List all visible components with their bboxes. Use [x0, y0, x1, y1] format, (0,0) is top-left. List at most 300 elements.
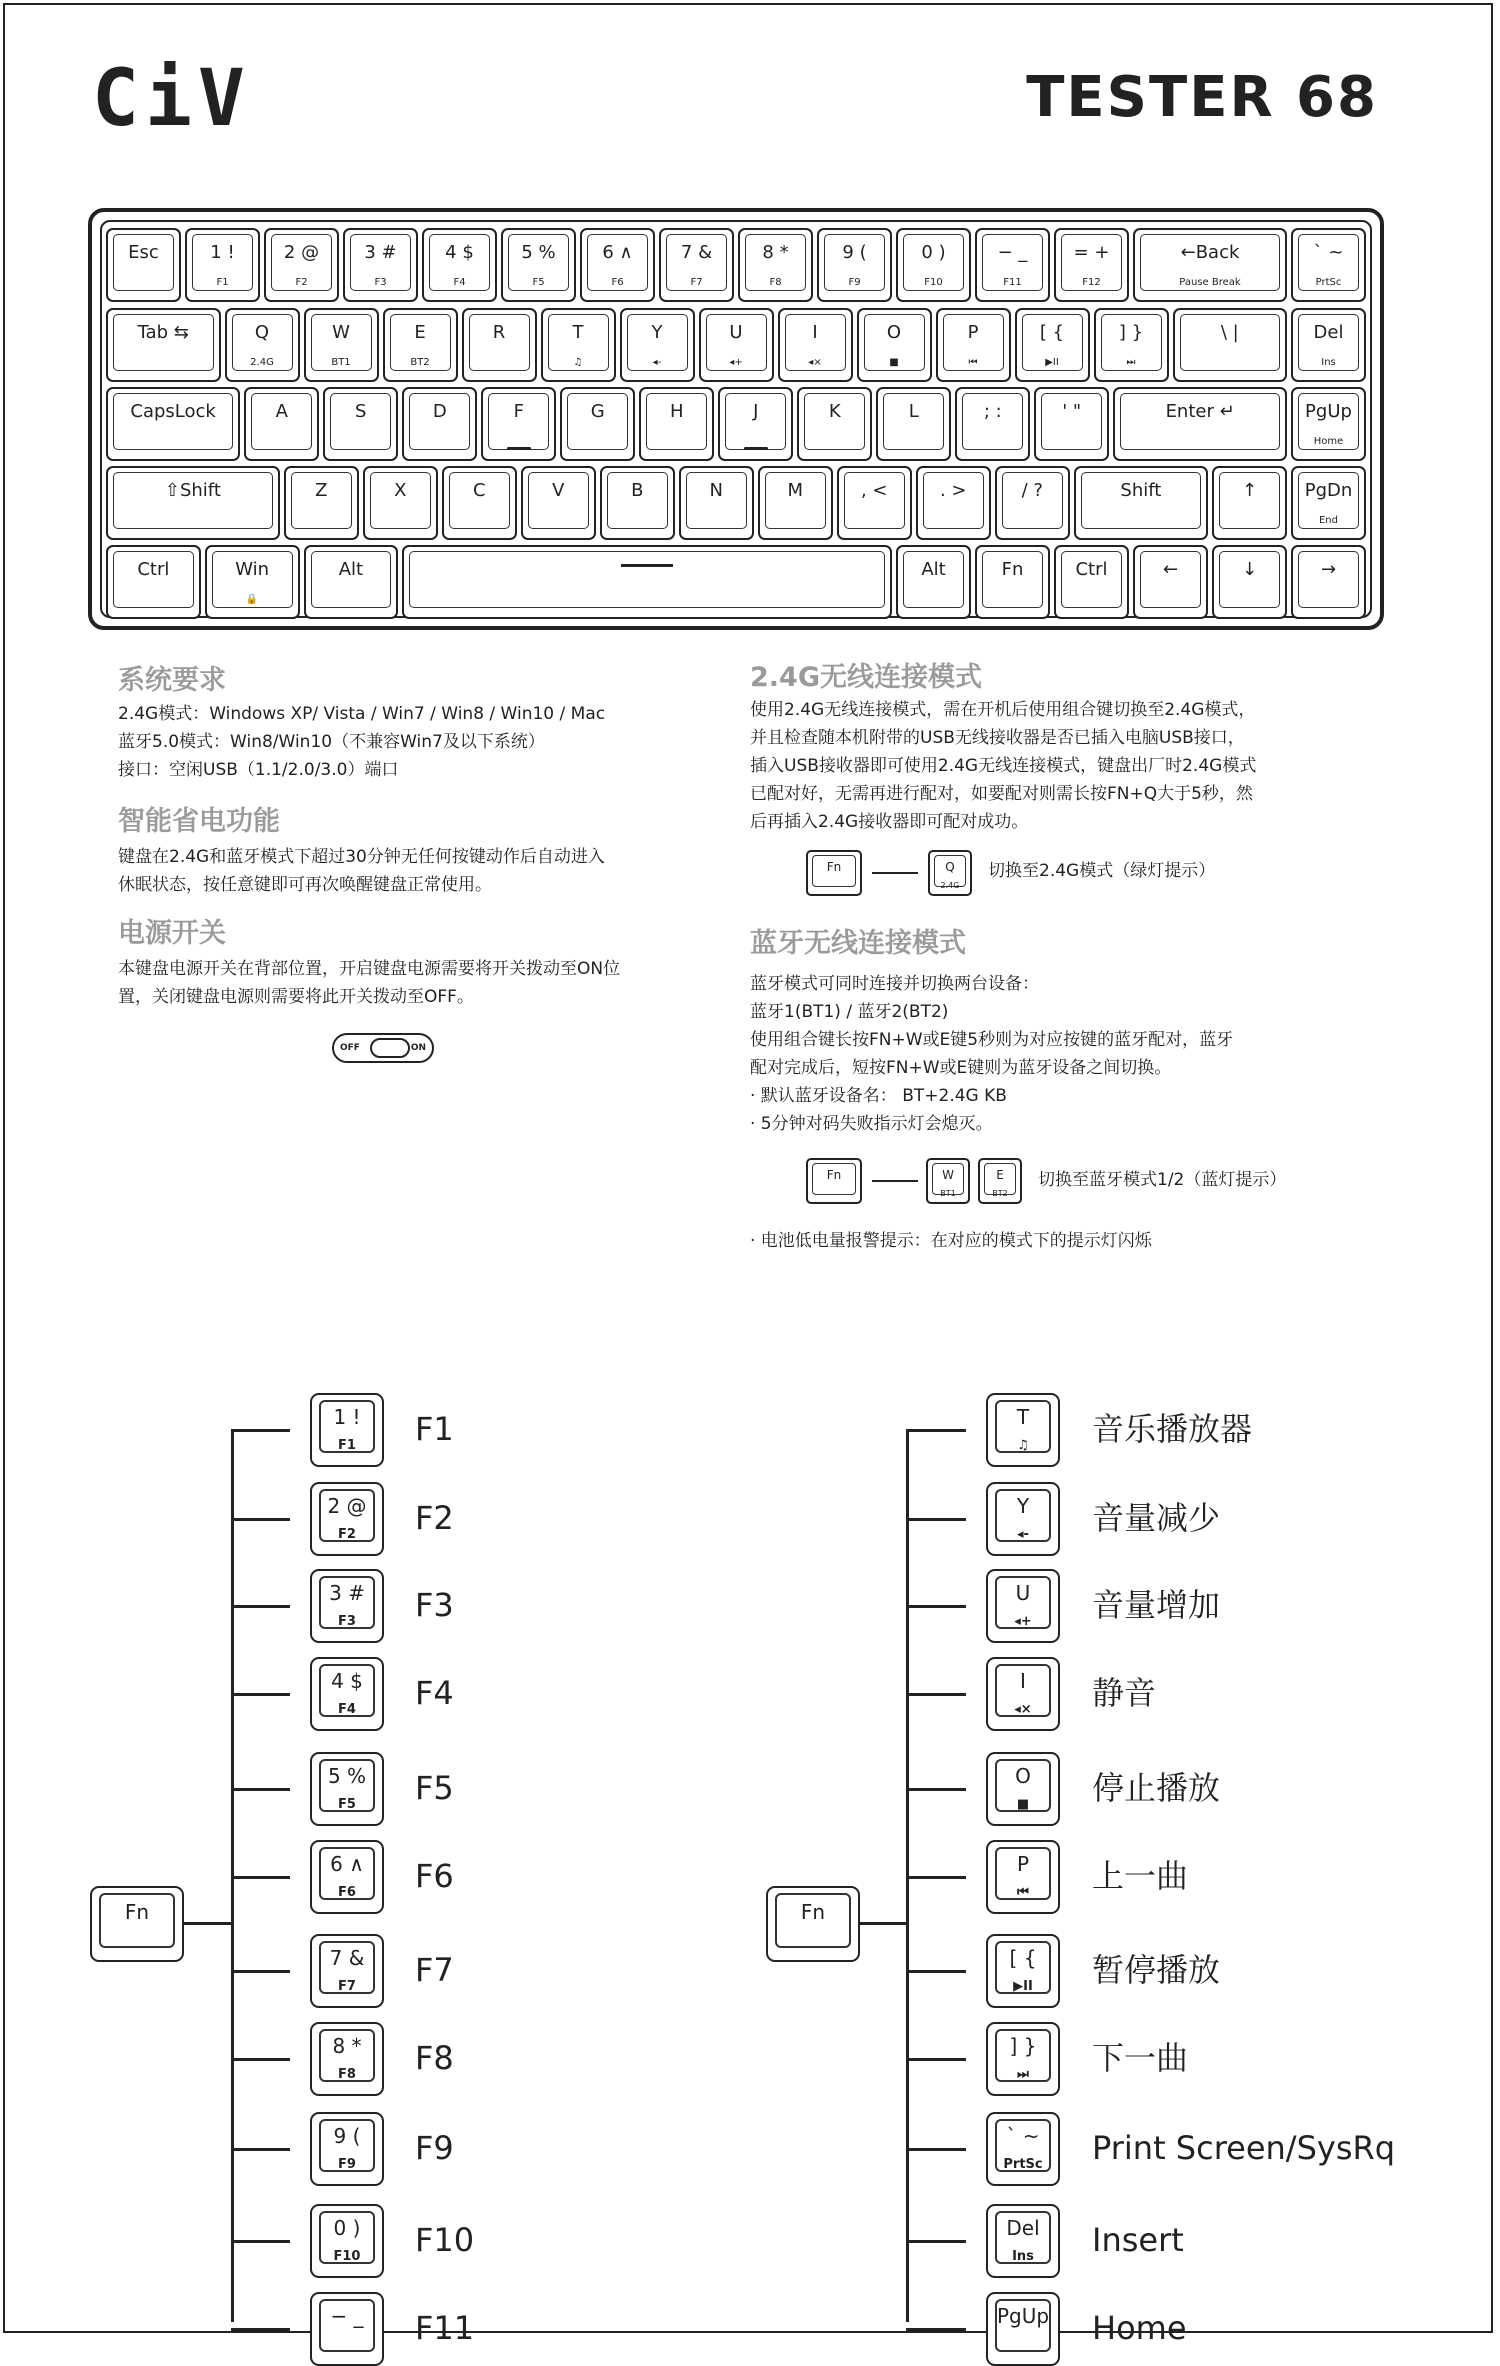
text-line: 并且检查随本机附带的USB无线接收器是否已插入电脑USB接口，	[750, 728, 1245, 748]
key-label: U	[729, 322, 743, 343]
power-save-text	[118, 843, 605, 899]
key-label: ` ~	[1006, 2124, 1040, 2148]
diagram-key	[986, 1482, 1060, 1556]
key-sublabel: ⏮	[968, 357, 978, 368]
key-sublabel: ⏭	[1126, 357, 1136, 368]
key-sublabel: F4	[338, 1702, 356, 1717]
key-label: 3 #	[364, 242, 397, 263]
key-sublabel: BT1	[331, 357, 351, 368]
keyboard-key	[758, 466, 833, 540]
keyboard-key	[1212, 545, 1287, 619]
keyboard-key	[1074, 466, 1208, 540]
function-label: 静音	[1092, 1674, 1157, 1712]
branch-line	[231, 2240, 290, 2243]
key-label: 9 (	[842, 242, 867, 263]
combo-dash	[872, 872, 918, 874]
keyboard-key	[1291, 545, 1366, 619]
keyboard-key	[560, 387, 635, 461]
key-label: 5 %	[327, 1764, 367, 1788]
key-sublabel: F7	[338, 1979, 356, 1994]
function-label: F11	[415, 2309, 475, 2347]
function-label: F1	[415, 1410, 454, 1448]
diagram-key	[986, 2112, 1060, 2186]
keyboard-key	[1054, 228, 1129, 302]
diagram-key	[310, 1840, 384, 1914]
key-label: K	[828, 401, 841, 422]
keyboard-key	[106, 466, 280, 540]
e-key-icon: E BT2	[978, 1158, 1022, 1204]
keyboard-key	[1173, 308, 1288, 382]
key-label: 6 ∧	[330, 1852, 364, 1876]
branch-line	[231, 1429, 290, 1432]
homing-bump	[744, 447, 768, 450]
key-label: ←Back	[1180, 242, 1240, 263]
keyboard-key	[304, 545, 399, 619]
system-requirements-title: 系统要求	[118, 665, 226, 696]
keyboard-key	[797, 387, 872, 461]
keyboard-key	[738, 228, 813, 302]
keyboard-key	[106, 545, 201, 619]
keyboard-key	[1291, 228, 1366, 302]
keyboard-key	[718, 387, 793, 461]
branch-line	[906, 2058, 966, 2061]
key-sublabel: F12	[1082, 277, 1101, 288]
branch-line	[231, 1693, 290, 1696]
key-label: J	[753, 401, 759, 422]
key-sublabel: F11	[1003, 277, 1022, 288]
bluetooth-combo-text: 切换至蓝牙模式1/2（蓝灯提示）	[1038, 1170, 1287, 1190]
branch-line	[906, 1788, 966, 1791]
key-label: M	[787, 480, 804, 501]
keyboard-key	[975, 228, 1050, 302]
text-line: 休眠状态，按任意键即可再次唤醒键盘正常使用。	[118, 875, 492, 895]
text-line: 接口：空闲USB（1.1/2.0/3.0）端口	[118, 760, 399, 780]
key-label: PgUp	[996, 2304, 1050, 2328]
key-sublabel: ◂×	[1014, 1702, 1032, 1717]
branch-line	[231, 2058, 290, 2061]
key-label: F	[513, 401, 524, 422]
diagram-key	[310, 2292, 384, 2366]
connector-line	[184, 1922, 231, 1925]
key-label: C	[472, 480, 486, 501]
text-line: 键盘在2.4G和蓝牙模式下超过30分钟无任何按键动作后自动进入	[118, 847, 605, 867]
keyboard-key	[837, 466, 912, 540]
key-sublabel: ♫	[573, 357, 583, 368]
diagram-key	[986, 2204, 1060, 2278]
branch-line	[231, 1876, 290, 1879]
keyboard-key	[442, 466, 517, 540]
text-line: 蓝牙模式可同时连接并切换两台设备：	[750, 974, 1039, 994]
key-sublabel: ◂-	[652, 357, 662, 368]
keyboard-key	[1291, 466, 1366, 540]
key-label: [ {	[1039, 322, 1065, 343]
homing-bump	[507, 447, 531, 450]
branch-line	[906, 1429, 966, 1432]
fn-key-icon: Fn	[806, 1158, 862, 1204]
branch-line	[231, 1518, 290, 1521]
key-sublabel: ◂+	[1014, 1614, 1032, 1629]
branch-line	[906, 2328, 966, 2331]
key-label: I	[1020, 1669, 1026, 1693]
function-label: 上一曲	[1092, 1857, 1189, 1895]
key-sublabel: End	[1318, 515, 1338, 526]
key-label: , <	[860, 480, 888, 501]
text-line: 本键盘电源开关在背部位置，开启键盘电源需要将开关拨动至ON位	[118, 959, 621, 979]
keyboard-key	[1113, 387, 1287, 461]
function-label: 停止播放	[1092, 1769, 1221, 1807]
fn-key	[90, 1886, 184, 1962]
keyboard-key	[383, 308, 458, 382]
key-sublabel: F5	[338, 1797, 356, 1812]
text-line: 使用组合键长按FN+W或E键5秒则为对应按键的蓝牙配对，蓝牙	[750, 1030, 1234, 1050]
key-label: ' "	[1062, 401, 1082, 422]
keyboard-layout	[88, 208, 1384, 630]
key-label: ` ~	[1313, 242, 1344, 263]
key-label: ←	[1162, 559, 1179, 580]
keyboard-key	[106, 387, 240, 461]
toggle-on-label: ON	[410, 1043, 426, 1053]
key-label: R	[492, 322, 506, 343]
key-sublabel: Ins	[1012, 2249, 1034, 2264]
key-sublabel: F9	[848, 277, 861, 288]
text-line: 插入USB接收器即可使用2.4G无线连接模式，键盘出厂时2.4G模式	[750, 756, 1257, 776]
diagram-key	[986, 2292, 1060, 2366]
function-label: 下一曲	[1092, 2039, 1189, 2077]
diagram-key	[986, 1934, 1060, 2008]
key-label: ; :	[983, 401, 1002, 422]
system-requirements-text	[118, 700, 605, 784]
key-sublabel: ⏮	[1017, 1885, 1029, 1900]
branch-line	[231, 2148, 290, 2151]
key-sublabel: F2	[338, 1527, 356, 1542]
text-line: · 5分钟对码失败指示灯会熄灭。	[750, 1114, 993, 1134]
diagram-key	[310, 2112, 384, 2186]
q-key-icon: Q 2.4G	[928, 850, 972, 896]
keyboard-key	[304, 308, 379, 382]
w-key-icon: W BT1	[926, 1158, 970, 1204]
key-sublabel: F3	[374, 277, 387, 288]
diagram-key	[310, 1752, 384, 1826]
key-label: Alt	[921, 559, 946, 580]
keyboard-key	[481, 387, 556, 461]
key-label: S	[355, 401, 367, 422]
diagram-key	[986, 1657, 1060, 1731]
diagram-key	[310, 2204, 384, 2278]
diagram-key	[310, 1569, 384, 1643]
function-label: F5	[415, 1769, 454, 1807]
key-sublabel: F5	[532, 277, 545, 288]
diagram-key	[986, 1752, 1060, 1826]
key-sublabel: F3	[338, 1614, 356, 1629]
key-sublabel: ◂×	[808, 357, 822, 368]
keyboard-key	[323, 387, 398, 461]
keyboard-key	[363, 466, 438, 540]
key-sublabel: F6	[338, 1885, 356, 1900]
spacebar-mark	[621, 564, 673, 567]
branch-line	[906, 2148, 966, 2151]
text-line: 置，关闭键盘电源则需要将此开关拨动至OFF。	[118, 987, 474, 1007]
key-sublabel: Home	[1313, 436, 1344, 447]
keyboard-key	[975, 545, 1050, 619]
key-sublabel: ◂+	[729, 357, 743, 368]
branch-line	[231, 1605, 290, 1608]
key-label: L	[908, 401, 919, 422]
text-line: 配对完成后，短按FN+W或E键则为蓝牙设备之间切换。	[750, 1058, 1172, 1078]
key-label: 8 *	[762, 242, 789, 263]
key-sublabel: F8	[338, 2067, 356, 2082]
keyboard-key	[1133, 228, 1287, 302]
key-label: A	[275, 401, 288, 422]
power-save-title: 智能省电功能	[118, 806, 280, 837]
function-label: F3	[415, 1586, 454, 1624]
key-label: ⇧Shift	[164, 480, 221, 501]
keyboard-key	[205, 545, 300, 619]
function-label: 音量增加	[1092, 1586, 1221, 1624]
key-label: 8 *	[332, 2034, 362, 2058]
keyboard-key	[1133, 545, 1208, 619]
keyboard-key	[916, 466, 991, 540]
spacebar-key	[402, 545, 892, 619]
keyboard-key	[541, 308, 616, 382]
key-label: →	[1320, 559, 1337, 580]
key-label: Fn	[800, 1900, 826, 1924]
key-sublabel: Ins	[1321, 357, 1336, 368]
branch-line	[906, 1693, 966, 1696]
brand-logo: CiV	[92, 54, 251, 144]
keyboard-key	[1034, 387, 1109, 461]
keyboard-key	[955, 387, 1030, 461]
keyboard-key	[936, 308, 1011, 382]
key-label: 0 )	[921, 242, 946, 263]
bluetooth-mode-title: 蓝牙无线连接模式	[750, 928, 966, 959]
key-sublabel: ♫	[1017, 1438, 1029, 1453]
key-label: 1 !	[210, 242, 235, 263]
key-sublabel: PrtSc	[1315, 277, 1342, 288]
text-line: · 默认蓝牙设备名： BT+2.4G KB	[750, 1086, 1007, 1106]
power-switch-text	[118, 955, 620, 1011]
keyboard-key	[1054, 545, 1129, 619]
keyboard-key	[1212, 466, 1287, 540]
key-label: Win	[235, 559, 270, 580]
key-label: [ {	[1009, 1946, 1037, 1970]
key-sublabel: F10	[924, 277, 943, 288]
key-label: W	[332, 322, 350, 343]
function-label: 暂停播放	[1092, 1951, 1221, 1989]
keyboard-key	[501, 228, 576, 302]
key-label: ] }	[1009, 2034, 1037, 2058]
fn-key-icon: Fn	[806, 850, 862, 896]
keyboard-key	[462, 308, 537, 382]
key-label: Del	[1006, 2216, 1040, 2240]
toggle-knob	[370, 1038, 410, 1058]
model-title: TESTER 68	[1026, 65, 1378, 130]
function-label: Home	[1092, 2309, 1187, 2347]
key-sublabel: F1	[338, 1438, 356, 1453]
key-sublabel: F4	[453, 277, 466, 288]
function-label: F6	[415, 1857, 454, 1895]
branch-line	[231, 1970, 290, 1973]
diagram-key	[986, 1393, 1060, 1467]
key-sublabel: BT2	[410, 357, 430, 368]
key-label: I	[812, 322, 818, 343]
key-label: 3 #	[329, 1581, 365, 1605]
key-label: P	[1016, 1852, 1030, 1876]
keyboard-key	[1291, 387, 1366, 461]
key-label: CapsLock	[130, 401, 216, 422]
keyboard-key	[699, 308, 774, 382]
branch-line	[906, 1876, 966, 1879]
key-label: ↑	[1241, 480, 1258, 501]
key-label: D	[432, 401, 447, 422]
keyboard-key	[896, 228, 971, 302]
diagram-key	[310, 2022, 384, 2096]
function-label: Insert	[1092, 2221, 1184, 2259]
branch-line	[231, 2328, 290, 2331]
key-sublabel: PrtSc	[1003, 2157, 1043, 2172]
function-label: F9	[415, 2129, 454, 2167]
branch-line	[906, 1518, 966, 1521]
keyboard-key	[600, 466, 675, 540]
key-label: 4 $	[331, 1669, 363, 1693]
diagram-key	[310, 1934, 384, 2008]
key-label: T	[572, 322, 584, 343]
keyboard-key	[659, 228, 734, 302]
key-label: 5 %	[521, 242, 556, 263]
key-label: . >	[939, 480, 967, 501]
power-switch-title: 电源开关	[118, 918, 226, 949]
key-label: Tab ⇆	[137, 322, 189, 343]
key-label: ↓	[1241, 559, 1258, 580]
key-label: E	[414, 322, 426, 343]
keyboard-key	[580, 228, 655, 302]
key-label: T	[1016, 1405, 1030, 1429]
key-label: Esc	[128, 242, 159, 263]
key-label: 2 @	[283, 242, 320, 263]
key-sublabel: F7	[690, 277, 703, 288]
key-label: Ctrl	[137, 559, 170, 580]
keyboard-key	[422, 228, 497, 302]
key-label: G	[590, 401, 605, 422]
keyboard-key	[185, 228, 260, 302]
function-label: 音乐播放器	[1092, 1410, 1253, 1448]
keyboard-key	[1015, 308, 1090, 382]
key-label: O	[886, 322, 902, 343]
key-label: Shift	[1120, 480, 1162, 501]
keyboard-key	[857, 308, 932, 382]
diagram-key	[986, 1840, 1060, 1914]
key-label: X	[394, 480, 407, 501]
key-sublabel: ◂-	[1017, 1527, 1029, 1542]
key-label: U	[1015, 1581, 1031, 1605]
key-sublabel: F1	[216, 277, 229, 288]
function-label: F10	[415, 2221, 475, 2259]
key-sublabel: F10	[333, 2249, 361, 2264]
keyboard-key	[679, 466, 754, 540]
text-line: 使用2.4G无线连接模式，需在开机后使用组合键切换至2.4G模式，	[750, 700, 1256, 720]
keyboard-key	[1094, 308, 1169, 382]
keyboard-key	[402, 387, 477, 461]
key-label: H	[669, 401, 684, 422]
function-label: Print Screen/SysRq	[1092, 2129, 1396, 2167]
keyboard-key	[1291, 308, 1366, 382]
function-label: 音量减少	[1092, 1499, 1221, 1537]
key-label: / ?	[1021, 480, 1043, 501]
key-label: Del	[1313, 322, 1344, 343]
key-label: 0 )	[333, 2216, 361, 2240]
keyboard-key	[521, 466, 596, 540]
key-sublabel: ▶II	[1045, 357, 1059, 368]
wireless-combo-text: 切换至2.4G模式（绿灯提示）	[988, 861, 1216, 881]
key-label: Enter ↵	[1165, 401, 1235, 422]
key-label: Z	[315, 480, 328, 501]
keyboard-key	[343, 228, 418, 302]
text-line: 蓝牙1(BT1) / 蓝牙2(BT2)	[750, 1002, 949, 1022]
key-label: ] }	[1118, 322, 1144, 343]
diagram-key	[310, 1657, 384, 1731]
key-label: Fn	[124, 1900, 150, 1924]
key-label: 6 ∧	[602, 242, 633, 263]
key-sublabel: F2	[295, 277, 308, 288]
key-label: Alt	[338, 559, 364, 580]
diagram-key	[986, 2022, 1060, 2096]
keyboard-key	[106, 308, 221, 382]
key-label: Ctrl	[1075, 559, 1108, 580]
diagram-key	[310, 1482, 384, 1556]
function-label: F8	[415, 2039, 454, 2077]
key-label: 9 (	[333, 2124, 361, 2148]
key-label: = +	[1073, 242, 1110, 263]
branch-line	[906, 1605, 966, 1608]
key-sublabel: F6	[611, 277, 624, 288]
key-label: 7 &	[680, 242, 713, 263]
function-label: F2	[415, 1499, 454, 1537]
function-label: F4	[415, 1674, 454, 1712]
text-line: 2.4G模式：Windows XP/ Vista / Win7 / Win8 / Win10 / Mac	[118, 704, 606, 724]
key-sublabel: ■	[889, 357, 899, 368]
key-label: Y	[1016, 1494, 1030, 1518]
diagram-key	[310, 1393, 384, 1467]
key-sublabel: F9	[338, 2157, 356, 2172]
key-label: P	[967, 322, 979, 343]
key-label: Q	[254, 322, 270, 343]
battery-warning-text: · 电池低电量报警提示：在对应的模式下的提示灯闪烁	[750, 1231, 1152, 1251]
key-label: N	[709, 480, 723, 501]
wireless-mode-title: 2.4G无线连接模式	[750, 662, 982, 693]
connector-line	[860, 1922, 906, 1925]
toggle-off-label: OFF	[340, 1043, 360, 1053]
keyboard-key	[264, 228, 339, 302]
key-label: \ |	[1220, 322, 1239, 343]
key-sublabel: 🔒	[245, 594, 259, 605]
keyboard-key	[225, 308, 300, 382]
diagram-key	[986, 1569, 1060, 1643]
key-sublabel: Pause Break	[1179, 277, 1241, 288]
key-sublabel: 2.4G	[250, 357, 274, 368]
text-line: 后再插入2.4G接收器即可配对成功。	[750, 812, 1029, 832]
key-label: B	[631, 480, 644, 501]
keyboard-key	[639, 387, 714, 461]
keyboard-key	[284, 466, 359, 540]
wireless-mode-text	[750, 696, 1256, 836]
key-label: Fn	[1001, 559, 1024, 580]
key-label: 7 &	[329, 1946, 365, 1970]
bluetooth-mode-text	[750, 970, 1233, 1138]
keyboard-key	[106, 228, 181, 302]
key-sublabel: ⏭	[1017, 2067, 1029, 2082]
keyboard-key	[995, 466, 1070, 540]
key-label: 1 !	[333, 1405, 361, 1429]
key-sublabel: ▶II	[1013, 1979, 1033, 1994]
